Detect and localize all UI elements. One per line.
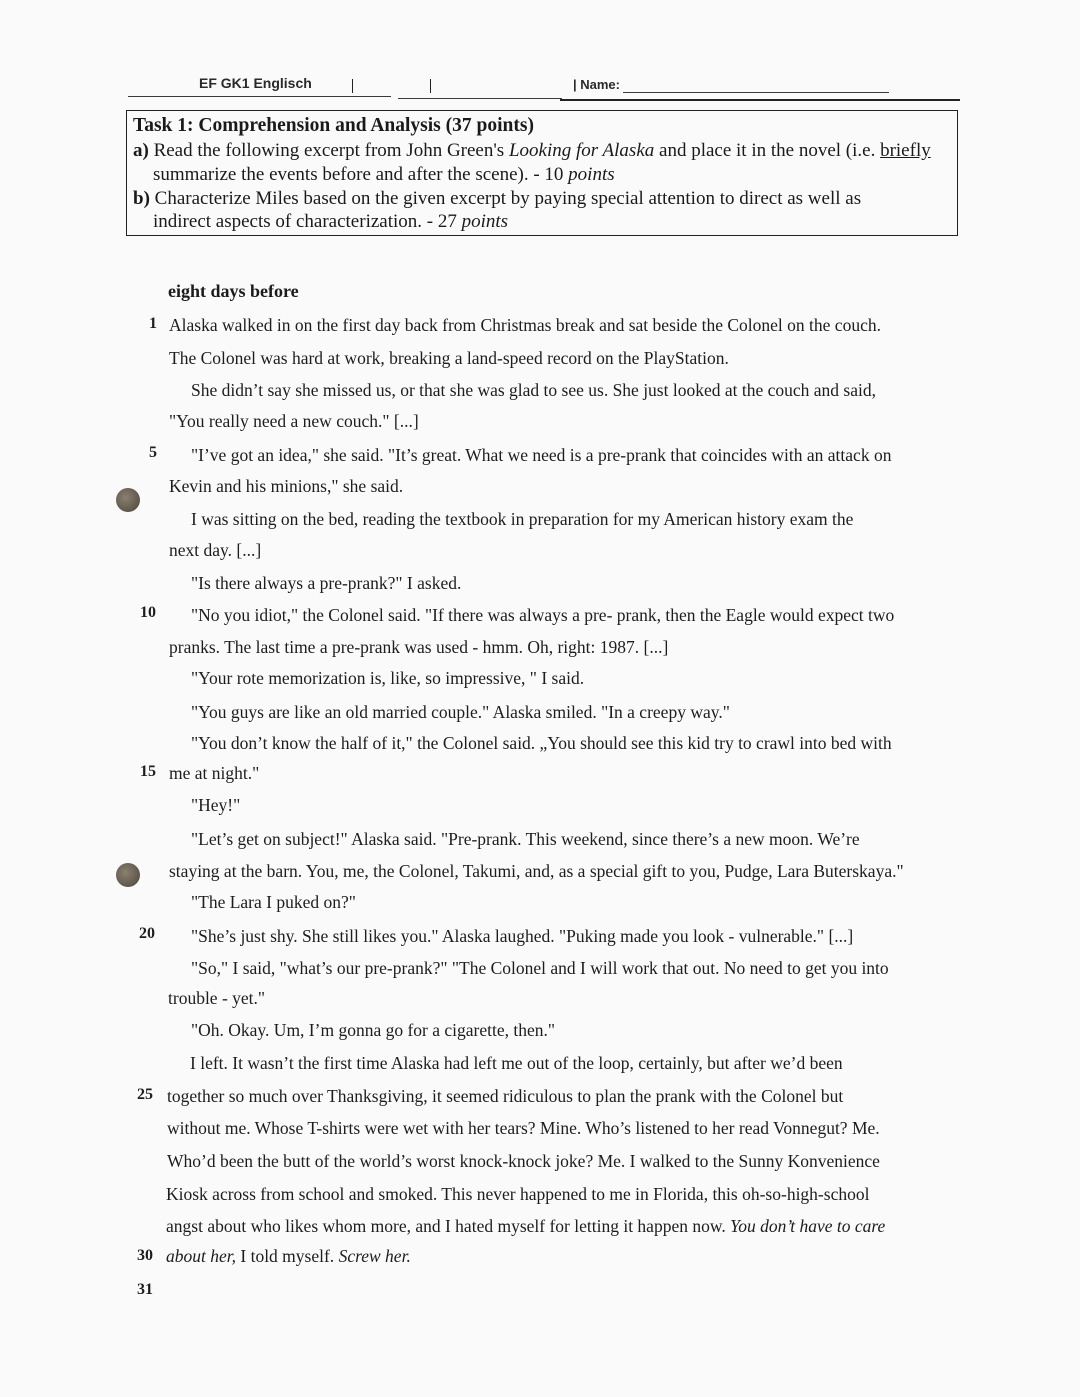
line-number: 25: [137, 1086, 153, 1103]
header-rule: [398, 98, 562, 99]
excerpt-line: "Your rote memorization is, like, so impressive, " I said.: [191, 668, 585, 688]
excerpt-line: "Hey!": [191, 795, 241, 815]
excerpt-line: "Oh. Okay. Um, I’m gonna go for a cigarette, then.": [191, 1020, 556, 1040]
excerpt-line: I left. It wasn’t the first time Alaska had left me out of the loop, certainly, but after we’d been: [190, 1053, 843, 1073]
line-number: 10: [140, 604, 156, 621]
punch-hole: [116, 863, 140, 887]
line-number: 1: [149, 315, 157, 332]
excerpt-line: Alaska walked in on the first day back from Christmas break and sat beside the Colonel on the couch.: [169, 315, 881, 335]
excerpt-line: "The Lara I puked on?": [191, 892, 356, 912]
excerpt-line: me at night.": [169, 763, 260, 783]
task-b-line2: indirect aspects of characterization. - 27 points: [153, 211, 509, 232]
header-separator: [352, 79, 353, 93]
course-label: EF GK1 Englisch: [199, 75, 312, 91]
line-number: 15: [140, 763, 156, 780]
excerpt-line: "You really need a new couch." [...]: [169, 411, 419, 431]
task-a-line2: summarize the events before and after the scene). - 10 points: [153, 164, 615, 185]
task-b-line1: b) Characterize Miles based on the given excerpt by paying special attention to direct as well as: [133, 188, 862, 209]
header-rule: [560, 99, 960, 101]
excerpt-line: Kevin and his minions," she said.: [169, 476, 404, 496]
name-field-line: [623, 92, 889, 93]
excerpt-line: She didn’t say she missed us, or that she was glad to see us. She just looked at the couch and said,: [191, 380, 876, 400]
excerpt-line: about her, I told myself. Screw her.: [166, 1246, 411, 1266]
header-rule: [128, 96, 391, 97]
excerpt-line: next day. [...]: [169, 540, 262, 560]
excerpt-line: "Is there always a pre-prank?" I asked.: [191, 573, 462, 593]
line-number: 20: [139, 925, 155, 942]
excerpt-line: "I’ve got an idea," she said. "It’s great. What we need is a pre-prank that coincides with an attack on: [191, 445, 892, 465]
line-number: 5: [149, 444, 157, 461]
excerpt-line: Kiosk across from school and smoked. This never happened to me in Florida, this oh-so-high-school: [166, 1184, 870, 1204]
excerpt-line: trouble - yet.": [168, 988, 266, 1008]
excerpt-line: without me. Whose T-shirts were wet with her tears? Mine. Who’s listened to her read Vonnegut? Me.: [167, 1118, 880, 1138]
excerpt-line: The Colonel was hard at work, breaking a land-speed record on the PlayStation.: [169, 348, 729, 368]
excerpt-line: "So," I said, "what’s our pre-prank?" "The Colonel and I will work that out. No need to get you into: [191, 958, 889, 978]
excerpt-line: I was sitting on the bed, reading the textbook in preparation for my American history exam the: [191, 509, 854, 529]
excerpt-line: "No you idiot," the Colonel said. "If there was always a pre- prank, then the Eagle would expect two: [191, 605, 895, 625]
excerpt-line: together so much over Thanksgiving, it seemed ridiculous to plan the prank with the Colonel but: [167, 1086, 844, 1106]
header-separator: [430, 79, 431, 93]
line-number: 30: [137, 1247, 153, 1264]
excerpt-line: Who’d been the butt of the world’s worst knock-knock joke? Me. I walked to the Sunny Konvenience: [167, 1151, 880, 1171]
excerpt-section-title: eight days before: [168, 281, 299, 301]
excerpt-line: "Let’s get on subject!" Alaska said. "Pre-prank. This weekend, since there’s a new moon. We’re: [191, 829, 860, 849]
name-label: | Name:: [573, 77, 620, 92]
task-title: Task 1: Comprehension and Analysis (37 points): [133, 115, 534, 136]
task-a-line1: a) Read the following excerpt from John Green's Looking for Alaska and place it in the novel (i.e. briefly: [133, 140, 931, 161]
punch-hole: [116, 488, 140, 512]
excerpt-line: pranks. The last time a pre-prank was used - hmm. Oh, right: 1987. [...]: [169, 637, 669, 657]
excerpt-line: staying at the barn. You, me, the Colonel, Takumi, and, as a special gift to you, Pudge, Lara Buterskaya.": [169, 861, 904, 881]
excerpt-line: angst about who likes whom more, and I hated myself for letting it happen now. You don’t have to care: [166, 1216, 886, 1236]
excerpt-line: "You don’t know the half of it," the Colonel said. „You should see this kid try to crawl into bed with: [191, 733, 892, 753]
excerpt-line: "She’s just shy. She still likes you." Alaska laughed. "Puking made you look - vulnerable." [...]: [191, 926, 854, 946]
line-number: 31: [137, 1281, 153, 1298]
excerpt-line: "You guys are like an old married couple." Alaska smiled. "In a creepy way.": [191, 702, 730, 722]
